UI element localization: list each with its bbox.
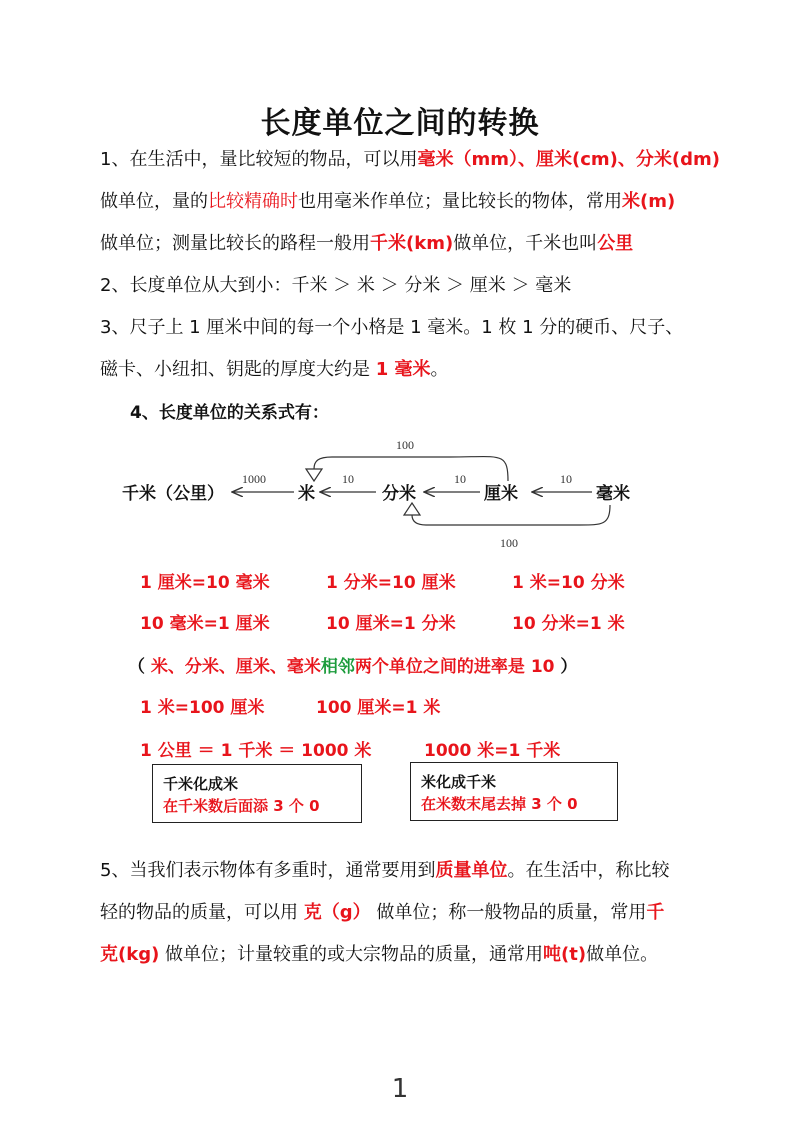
formula-cm-mm: 1 厘米=10 毫米 <box>140 573 270 593</box>
rate-note-rate: 两个单位之间的进率是 10 <box>354 657 555 677</box>
p3-text-b: 磁卡、小纽扣、钥匙的厚度大约是 <box>100 359 376 380</box>
p1-text-e: 做单位，千米也叫 <box>453 233 598 254</box>
label-100-bottom: 100 <box>500 536 518 550</box>
unit-km: 千米（公里） <box>122 484 224 504</box>
p5-mass-unit: 质量单位 <box>435 860 508 881</box>
page-number: 1 <box>391 1074 409 1104</box>
p3-line2 <box>100 358 449 382</box>
formula-cm-m: 100 厘米=1 米 <box>316 698 441 718</box>
page-title: 长度单位之间的转换 <box>260 106 540 141</box>
p1-line1 <box>100 148 720 172</box>
formula-m-km: 1000 米=1 千米 <box>424 741 561 761</box>
p5-text-3a: 做单位；计量较重的或大宗物品的质量，通常用 <box>159 944 544 965</box>
p5-line3 <box>100 943 658 967</box>
p1-meter: 米(m) <box>622 191 676 212</box>
p5-text-2b: 做单位；称一般物品的质量，常用 <box>370 902 647 923</box>
formula-dm-cm: 1 分米=10 厘米 <box>326 573 456 593</box>
label-1000: 1000 <box>242 472 266 486</box>
unit-m: 米 <box>298 484 315 504</box>
p5-line1 <box>100 859 669 883</box>
label-10-a: 10 <box>342 472 354 486</box>
formula-gongli-km-m: 1 公里 ＝ 1 千米 ＝ 1000 米 <box>140 741 372 761</box>
p1-gongli: 公里 <box>597 233 634 254</box>
p5-kilo-start: 千 <box>646 902 665 923</box>
formula-m-dm: 1 米=10 分米 <box>512 573 625 593</box>
p1-text-d: 做单位；测量比较长的路程一般用 <box>100 233 370 254</box>
p3-one-mm: 1 毫米 <box>375 359 431 380</box>
p4-heading: 4、长度单位的关系式有： <box>130 403 329 423</box>
p1-text-c: 也用毫米作单位；量比较长的物体，常用 <box>298 191 622 212</box>
m-to-km-box-rule: 在米数末尾去掉 3 个 0 <box>421 795 578 813</box>
p1-precise: 比较精确时 <box>208 191 298 212</box>
p5-text-3b: 做单位。 <box>586 944 659 965</box>
arc-top-arrowhead <box>306 469 322 481</box>
unit-dm: 分米 <box>382 484 416 504</box>
unit-mm: 毫米 <box>596 484 630 504</box>
p1-units-small: 毫米（mm）、厘米(cm)、分米(dm) <box>417 149 720 170</box>
p5-line2 <box>100 901 664 925</box>
rate-note <box>128 652 577 677</box>
formula-cm-dm: 10 厘米=1 分米 <box>326 614 456 634</box>
label-100-top: 100 <box>396 438 414 452</box>
p5-gram: 克（g） <box>303 902 371 923</box>
p5-text-1b: 。在生活中，称比较 <box>507 860 670 881</box>
m-to-km-box-title: 米化成千米 <box>421 773 497 791</box>
p1-text-a: 1、在生活中，量比较短的物品，可以用 <box>100 149 418 170</box>
km-to-m-box <box>152 764 362 823</box>
formula-m-cm: 1 米=100 厘米 <box>140 698 265 718</box>
p5-ton: 吨(t) <box>543 944 587 965</box>
rate-note-adjacent: 相邻 <box>320 657 355 677</box>
rate-note-units: 米、分米、厘米、毫米 <box>150 657 321 677</box>
rate-note-close: ） <box>554 657 578 677</box>
p3-text-c: 。 <box>430 359 449 380</box>
unit-relation-diagram <box>110 435 670 555</box>
formula-mm-cm: 10 毫米=1 厘米 <box>140 614 270 634</box>
label-10-b: 10 <box>454 472 466 486</box>
label-10-c: 10 <box>560 472 572 486</box>
formula-dm-m: 10 分米=1 米 <box>512 614 625 634</box>
km-to-m-box-rule: 在千米数后面添 3 个 0 <box>163 797 320 815</box>
p5-text-1a: 5、当我们表示物体有多重时，通常要用到 <box>100 860 436 881</box>
arc-bottom-arrowhead <box>404 503 420 515</box>
p1-line2 <box>100 190 675 214</box>
p1-line3 <box>100 232 633 256</box>
p5-kilogram: 克(kg) <box>100 944 160 965</box>
p1-text-b: 做单位，量的 <box>100 191 208 212</box>
arc-mm-to-dm <box>412 505 610 525</box>
km-to-m-box-title: 千米化成米 <box>163 775 239 793</box>
p2-unit-order: 2、长度单位从大到小：千米 ＞ 米 ＞ 分米 ＞ 厘米 ＞ 毫米 <box>100 275 572 296</box>
rate-note-open: （ <box>128 657 151 677</box>
m-to-km-box <box>410 762 618 821</box>
p3-line1: 3、尺子上 1 厘米中间的每一个小格是 1 毫米。1 枚 1 分的硬币、尺子、 <box>100 317 684 338</box>
p1-km: 千米(km) <box>370 233 454 254</box>
p5-text-2a: 轻的物品的质量，可以用 <box>100 902 304 923</box>
unit-cm: 厘米 <box>484 484 518 504</box>
